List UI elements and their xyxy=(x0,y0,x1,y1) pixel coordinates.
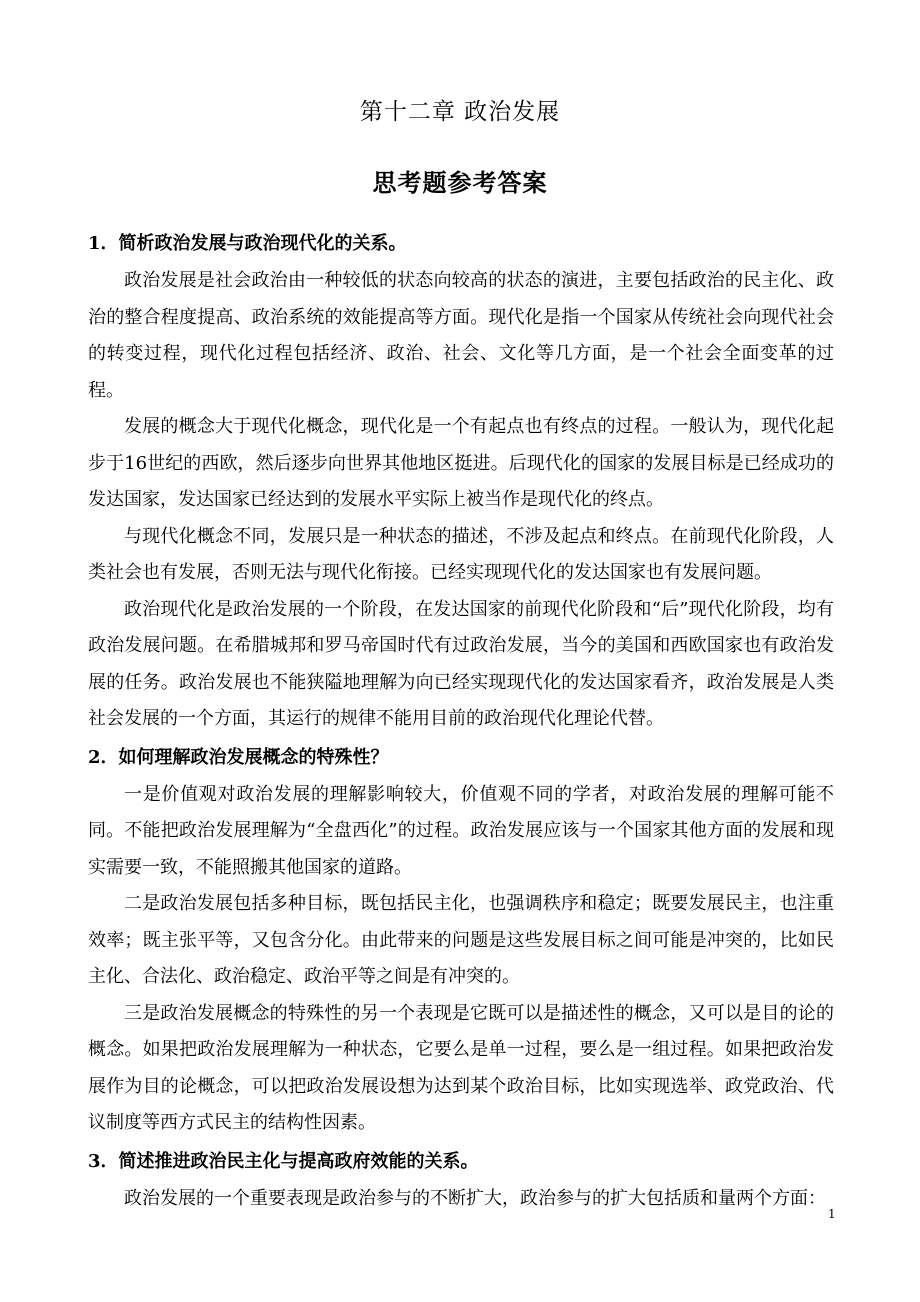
question-heading: 2．如何理解政治发展概念的特殊性？ xyxy=(88,746,389,768)
subtitle: 思考题参考答案 xyxy=(372,168,548,197)
answer-paragraph: 政治现代化是政治发展的一个阶段，在发达国家的前现代化阶段和“后”现代化阶段，均有政治发展问题。在希腊城邦和罗马帝国时代有过政治发展，当今的美国和西欧国家也有政治发展的任务。政治发展也不能狭隘地理解为向已经实现现代化的发达国家看齐，政治发展是人类社会发展的一个方面，其运行的规律不能用目前的政治现代化理论代替。 xyxy=(88,598,834,729)
answer-paragraph: 二是政治发展包括多种目标，既包括民主化，也强调秩序和稳定；既要发展民主，也注重效率；既主张平等，又包含分化。由此带来的问题是这些发展目标之间可能是冲突的，比如民主化、合法化、政治稳定、政治平等之间是有冲突的。 xyxy=(88,893,834,987)
document-body xyxy=(88,224,834,1217)
answer-paragraph: 三是政治发展概念的特殊性的另一个表现是它既可以是描述性的概念，又可以是目的论的概念。如果把政治发展理解为一种状态，它要么是单一过程，要么是一组过程。如果把政治发展作为目的论概念，可以把政治发展设想为达到某个政治目标，比如实现选举、政党政治、代议制度等西方式民主的结构性因素。 xyxy=(88,1002,834,1133)
answer-paragraph: 一是价值观对政治发展的理解影响较大，价值观不同的学者，对政治发展的理解可能不同。不能把政治发展理解为“全盘西化”的过程。政治发展应该与一个国家其他方面的发展和现实需要一致，不能照搬其他国家的道路。 xyxy=(88,783,834,878)
chapter-title: 第十二章 政治发展 xyxy=(359,99,561,125)
answer-paragraph: 发展的概念大于现代化概念，现代化是一个有起点也有终点的过程。一般认为，现代化起步于16世纪的西欧，然后逐步向世界其他地区挺进。后现代化的国家的发展目标是已经成功的发达国家，发达国家已经达到的发展水平实际上被当作是现代化的终点。 xyxy=(88,416,834,510)
question-heading: 1．简析政治发展与政治现代化的关系。 xyxy=(88,233,407,254)
answer-paragraph: 政治发展是社会政治由一种较低的状态向较高的状态的演进，主要包括政治的民主化、政治的整合程度提高、政治系统的效能提高等方面。现代化是指一个国家从传统社会向现代社会的转变过程，现代化过程包括经济、政治、社会、文化等几方面，是一个社会全面变革的过程。 xyxy=(88,270,834,401)
answer-paragraph: 与现代化概念不同，发展只是一种状态的描述，不涉及起点和终点。在前现代化阶段，人类社会也有发展，否则无法与现代化衔接。已经实现现代化的发达国家也有发展问题。 xyxy=(88,525,834,583)
answer-paragraph: 政治发展的一个重要表现是政治参与的不断扩大，政治参与的扩大包括质和量两个方面： xyxy=(124,1187,826,1209)
page-number: 1 xyxy=(828,1207,836,1221)
question-heading: 3．简述推进政治民主化与提高政府效能的关系。 xyxy=(88,1150,479,1172)
